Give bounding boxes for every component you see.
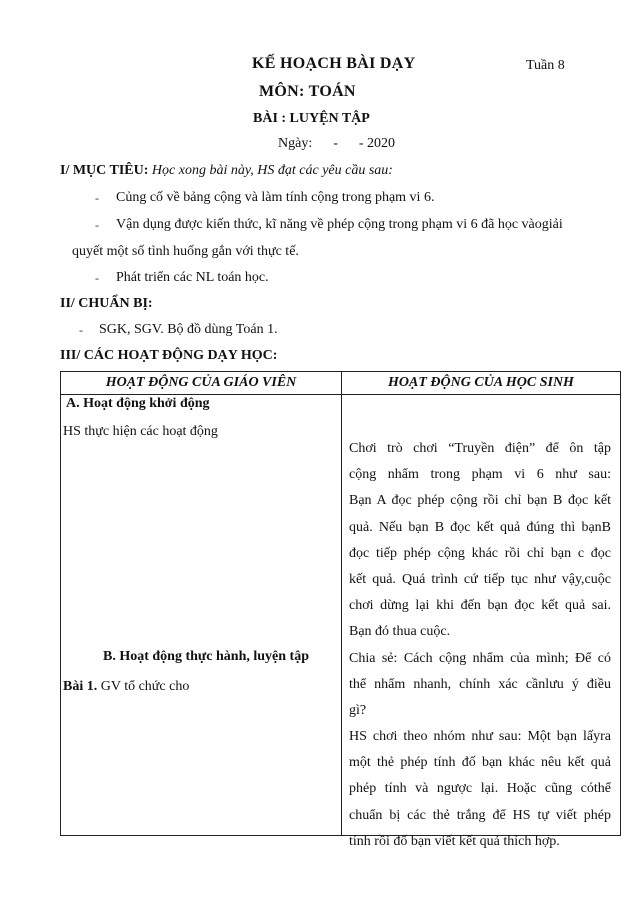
activities-table <box>60 371 621 849</box>
section-a-text: HS thực hiện các hoạt động <box>63 424 218 439</box>
document-title: KẾ HOẠCH BÀI DẠY <box>252 55 416 72</box>
objective-item-continuation: quyết một số tình huống gắn với thực tế. <box>72 244 299 259</box>
section-b-heading: B. Hoạt động thực hành, luyện tập <box>103 649 310 664</box>
exercise-1-label: Bài 1. <box>63 679 98 694</box>
student-text-line: cộng nhẩm trong phạm vi 6 như sau: <box>349 467 611 483</box>
student-text-line: Bạn đó thua cuộc. <box>349 624 451 640</box>
exercise-1-text: GV tổ chức cho <box>97 679 190 694</box>
preparation-heading: II/ CHUẨN BỊ: <box>60 296 153 311</box>
student-text-line: Chia sẻ: Cách cộng nhẩm của mình; Để có <box>349 650 611 666</box>
student-text-line: tính rồi đố bạn viết kết quả thích hợp. <box>349 833 560 849</box>
objectives-intro: Học xong bài này, HS đạt các yêu cầu sau: <box>151 163 393 178</box>
student-cell <box>342 395 621 849</box>
student-text-line: chuẩn bị các thẻ trắng để HS tự viết phép <box>349 807 611 823</box>
student-text-line: thể nhẩm nhanh, chính xác cầnlưu ý điều <box>349 676 611 692</box>
student-column-header: HOẠT ĐỘNG CỦA HỌC SINH <box>342 372 621 395</box>
teacher-column-header: HOẠT ĐỘNG CỦA GIÁO VIÊN <box>61 372 342 395</box>
student-text-line: kết quả. Quá trình cứ tiếp tục như vậy,cuộc <box>349 571 611 587</box>
preparation-item: SGK, SGV. Bộ đồ dùng Toán 1. <box>99 322 278 337</box>
table-header-row <box>61 372 621 395</box>
student-text-line: gì? <box>349 702 367 718</box>
date-line: Ngày: - - 2020 <box>278 136 396 151</box>
subject-title: MÔN: TOÁN <box>259 83 356 100</box>
objective-item: Vận dụng được kiến thức, kĩ năng về phép cộng trong phạm vi 6 đã học vàogiải <box>116 217 563 232</box>
bullet-dash-icon: - <box>95 191 99 205</box>
student-text-line: phép tính và ngược lại. Hoặc cũng cóthể <box>349 781 611 797</box>
student-text-line: chơi dừng lại khi đến bạn đọc kết quả sai. <box>349 598 611 614</box>
student-activity-text <box>342 436 620 855</box>
objective-item: Phát triển các NL toán học. <box>116 270 269 285</box>
student-text-line: một thẻ phép tính đố bạn khác nêu kết quả <box>349 755 611 771</box>
table-row <box>61 395 621 836</box>
bullet-dash-icon: - <box>95 271 99 285</box>
student-text-line: Bạn A đọc phép cộng rồi chỉ bạn B đọc kết <box>349 493 611 509</box>
bullet-dash-icon: - <box>79 323 83 337</box>
bullet-dash-icon: - <box>95 218 99 232</box>
lesson-title: BÀI : LUYỆN TẬP <box>253 111 370 126</box>
student-text-line: HS chơi theo nhóm như sau: Một bạn lấyra <box>349 729 611 745</box>
student-text-line: quả. Nếu bạn B đọc kết quả đúng thì bạnB <box>349 519 611 535</box>
objective-item: Củng cố về bảng cộng và làm tính cộng trong phạm vi 6. <box>116 190 435 205</box>
student-text-line: Chơi trò chơi “Truyền điện” để ôn tập <box>349 441 611 456</box>
week-label: Tuần 8 <box>526 58 565 73</box>
exercise-1 <box>63 679 189 695</box>
teacher-cell <box>61 395 342 836</box>
student-text-line: đọc tiếp phép cộng khác rồi chỉ bạn c đọc <box>349 545 611 561</box>
activities-heading: III/ CÁC HOẠT ĐỘNG DẠY HỌC: <box>60 348 278 363</box>
objectives-section <box>60 163 393 179</box>
section-a-heading: A. Hoạt động khởi động <box>66 396 210 411</box>
objectives-heading: I/ MỤC TIÊU: <box>60 163 149 178</box>
